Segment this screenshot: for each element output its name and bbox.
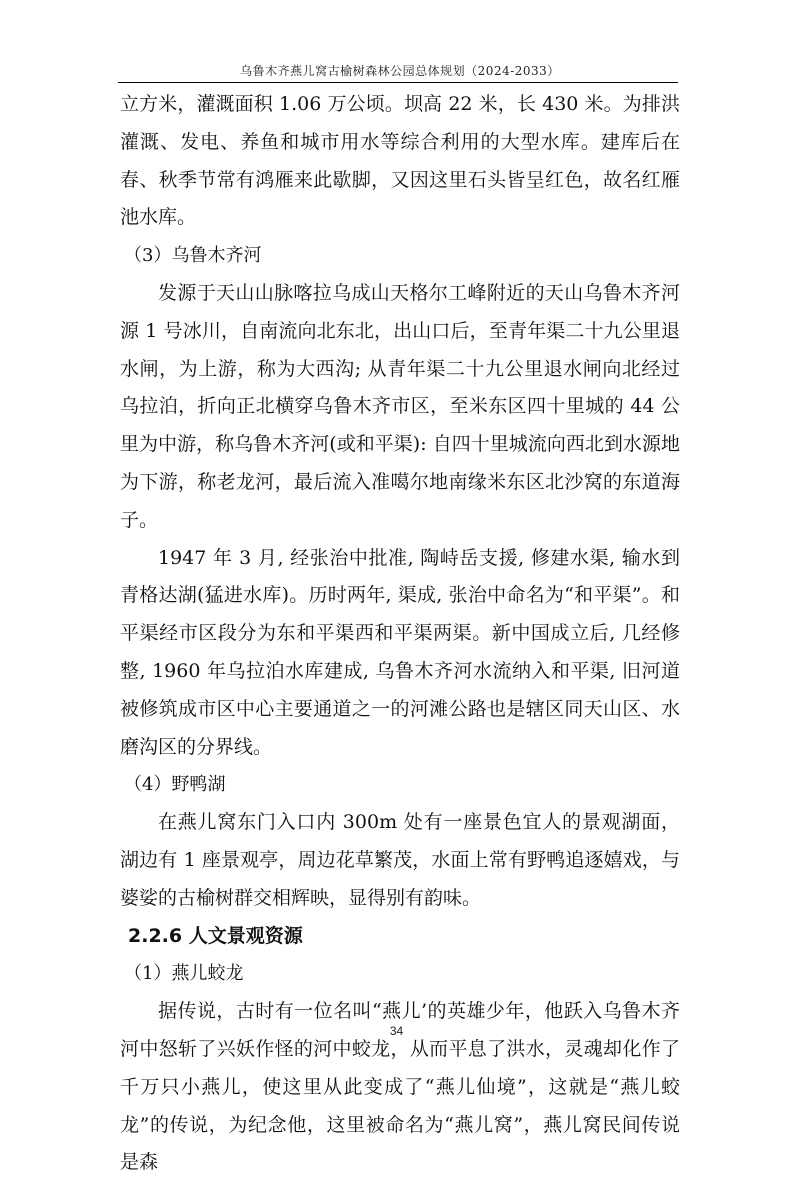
subsection-swallow-dragon: （1）燕儿蛟龙: [124, 963, 244, 985]
paragraph-peace-canal: 1947 年 3 月, 经张治中批准, 陶峙岳支援, 修建水渠, 输水到青格达湖(猛进水库)。历时两年, 渠成, 张治中命名为“和平渠”。和平渠经市区段分为东和平渠西和平渠两渠。新中国成立后, 几经修整, 1960 年乌拉泊水库建成, 乌鲁木齐河水流纳入和平渠, 旧河道被修筑成市区中心主要通道之一的河滩公路也是辖区同天山区、水磨沟区的分界线。: [120, 546, 680, 758]
running-header: 乌鲁木齐燕儿窝古榆树森林公园总体规划（2024-2033）: [240, 64, 560, 78]
paragraph-river-source: 发源于天山山脉喀拉乌成山天格尔工峰附近的天山乌鲁木齐河源 1 号冰川，自南流向北东北，出山口后，至青年渠二十九公里退水闸，为上游，称为大西沟; 从青年渠二十九公里退水闸向北经过乌拉泊，折向正北横穿乌鲁木齐市区，至米东区四十里城的 44 公里为中游，称乌鲁木齐河(或和平渠): 自四十里城流向西北到水源地为下游，称老龙河，最后流入准噶尔地南缘米东区北沙窝的东道海子。: [120, 281, 680, 531]
paragraph-swallow-legend: 据传说，古时有一位名叫“燕儿’的英雄少年，他跃入乌鲁木齐河中怒斩了兴妖作怪的河中蛟龙，从而平息了洪水，灵魂却化作了千万只小燕儿，使这里从此变成了“燕儿仙境”，这就是“燕儿蛟龙”的传说，为纪念他，这里被命名为“燕儿窝”，燕儿窝民间传说是森: [120, 1000, 680, 1174]
document-body: [120, 86, 680, 1182]
subsection-urumqi-river: （3）乌鲁木齐河: [124, 245, 262, 267]
paragraph-wild-duck-lake: 在燕儿窝东门入口内 300m 处有一座景色宜人的景观湖面，湖边有 1 座景观亭，周边花草繁茂，水面上常有野鸭追逐嬉戏，与婆娑的古榆树群交相辉映，显得别有韵味。: [120, 811, 680, 909]
paragraph-reservoir-continuation: 立方米，灌溉面积 1.06 万公顷。坝高 22 米，长 430 米。为排洪灌溉、发电、养鱼和城市用水等综合利用的大型水库。建库后在春、秋季节常有鸿雁来此歇脚，又因这里石头皆呈红色，故名红雁池水库。: [120, 93, 680, 229]
section-heading-cultural-resources: 2.2.6 人文景观资源: [128, 924, 303, 947]
header-divider: [118, 82, 678, 83]
page-number: 34: [389, 1024, 404, 1038]
subsection-wild-duck-lake: （4）野鸭湖: [124, 774, 226, 796]
